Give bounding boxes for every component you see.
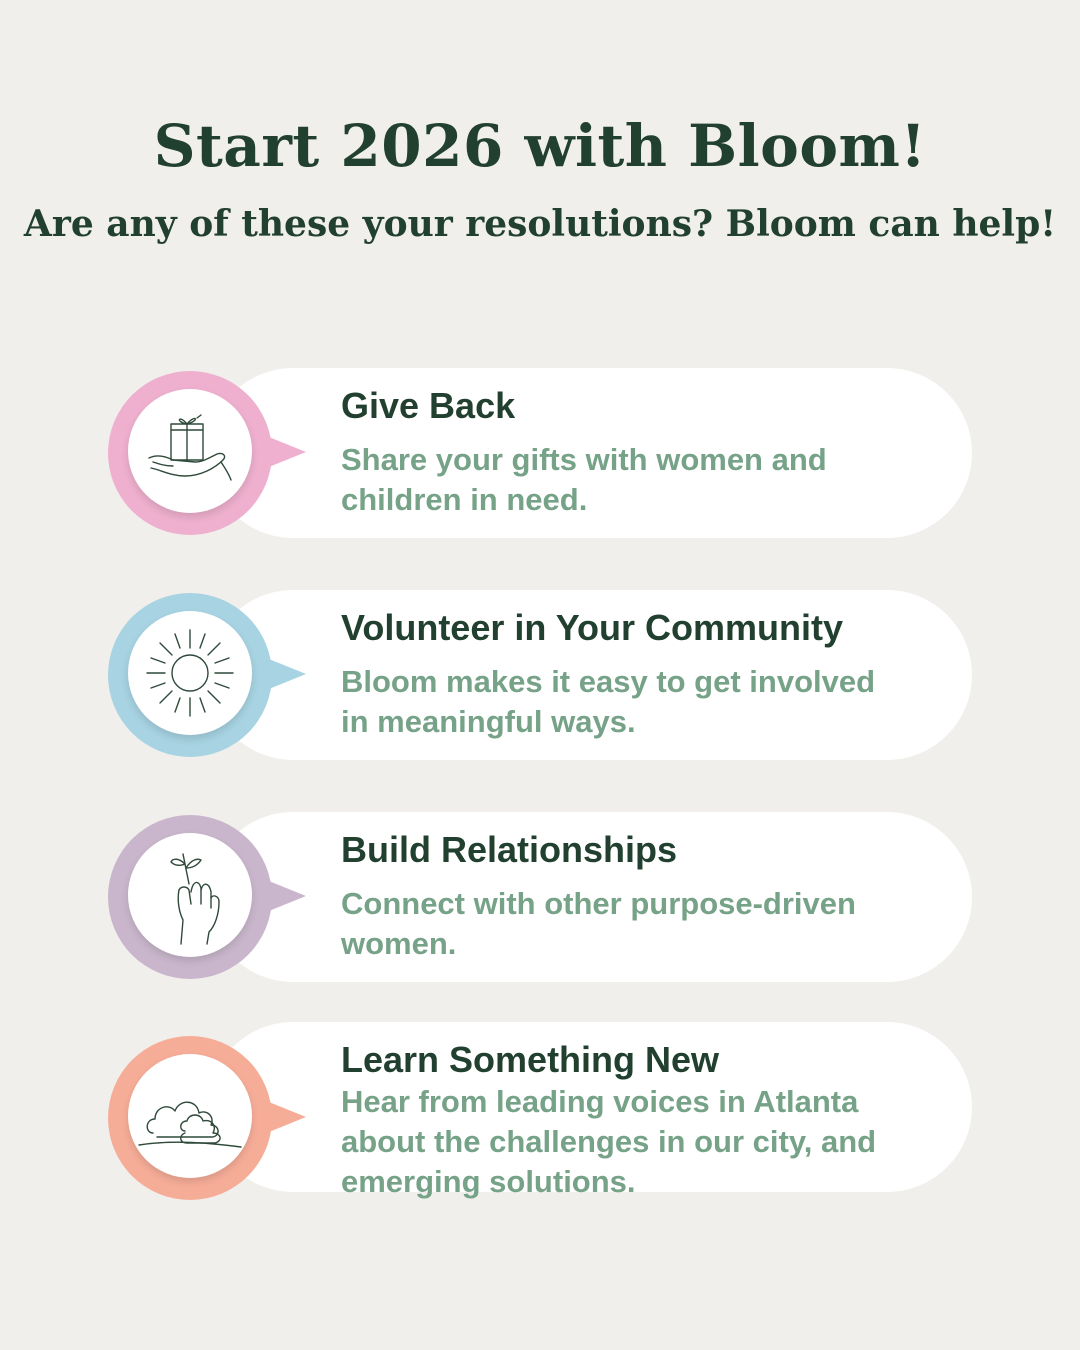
resolution-title: Give Back [341,385,516,426]
page-title: Start 2026 with Bloom! [153,112,927,180]
resolution-card-build-relationships [208,812,972,982]
gift-in-hand-icon [128,389,252,513]
resolution-title: Build Relationships [341,829,678,870]
page-subtitle: Are any of these your resolutions? Bloom can help! [23,203,1057,245]
resolution-card-give-back [208,368,972,538]
resolution-badge-learn-something-new [108,1036,272,1200]
resolution-title: Volunteer in Your Community [341,607,844,648]
resolution-badge-give-back [108,371,272,535]
resolution-description: Connect with other purpose-driven women. [341,886,856,961]
resolution-description: Bloom makes it easy to get involved in meaningful ways. [341,664,876,739]
resolution-badge-build-relationships [108,815,272,979]
resolution-card-volunteer [208,590,972,760]
resolution-description: Hear from leading voices in Atlanta about the challenges in our city, and emerging solutions. [341,1084,877,1199]
resolution-title: Learn Something New [341,1039,720,1080]
resolution-description: Share your gifts with women and children in need. [341,442,827,517]
sun-icon [128,611,252,735]
resolution-card-learn-something-new [208,1022,972,1199]
hand-with-sprout-icon [128,833,252,957]
clouds-icon [128,1054,252,1178]
resolution-badge-volunteer [108,593,272,757]
